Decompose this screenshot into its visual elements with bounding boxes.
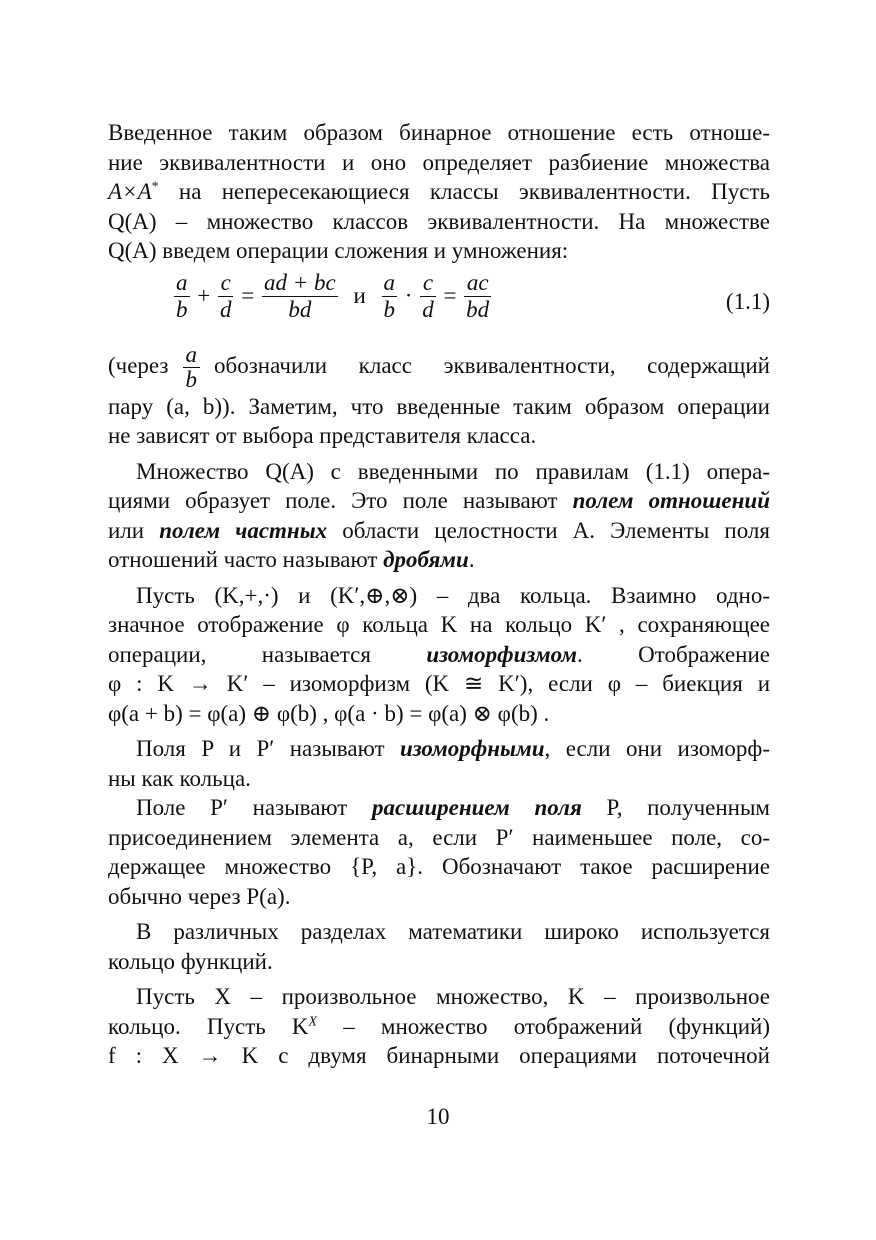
text-line: кольцо функций. (108, 948, 273, 974)
text-line: Поля P и P′ называют изоморфными, если они изоморф- (136, 736, 770, 762)
text-line: Множество Q(A) с введенными по правилам (1.1) опера- (136, 458, 770, 484)
text-line: Q(A) – множество классов эквивалентности. На множестве (108, 208, 770, 234)
equation-1-1: $\frac{a}{b}$ + $\frac{c}{d}$ = $\frac{ad + bc}{bd}$ и $\frac{a}{b}$ · $\frac{c}{d}$ = $\frac{ac}{bd}$ (1.1) (176, 269, 770, 322)
text-line: Пусть X – произвольное множество, K – произвольное (136, 984, 770, 1010)
text-line: ны как кольца. (108, 765, 251, 791)
page-number: 10 (426, 1104, 450, 1129)
text-line: или полем частных области целостности A. Элементы поля (108, 517, 770, 543)
text-line: Поле P′ называют расширением поля P, полученным (136, 795, 770, 821)
term: дробями (383, 547, 469, 573)
text-line: кольцо. Пусть $K^X$ – множество отображений (функций) (108, 1013, 770, 1039)
text-line: держащее множество {P, a}. Обозначают такое расширение (108, 854, 770, 880)
text-line: циями образует поле. Это поле называют полем отношений (108, 488, 770, 514)
text-line: ние эквивалентности и оно определяет разбиение множества (108, 149, 770, 175)
text-line: Введенное таким образом бинарное отношение есть отноше- (108, 120, 770, 145)
text-line: Пусть (K,+,·) и (K′,⊕,⊗) – два кольца. Взаимно одно- (136, 582, 770, 608)
text-line: В различных разделах математики широко используется (136, 919, 770, 945)
term: изоморфизмом (426, 641, 577, 667)
text-line: Q(A) введем операции сложения и умножения: (108, 238, 569, 263)
text-line: отношений часто называют дробями. (108, 547, 475, 573)
term: полем отношений (572, 488, 770, 514)
text-line: операции, называется изоморфизмом. Отображение (108, 641, 770, 667)
text-line: (через $\frac{a}{b}$ обозначили класс эквивалентности, содержащий (108, 341, 770, 392)
text-line: пару (a, b)). Заметим, что введенные таким образом операции (108, 393, 770, 419)
term: полем частных (159, 517, 328, 543)
text-line: φ(a + b) = φ(a) ⊕ φ(b) , φ(a · b) = φ(a) ⊗ φ(b) . (108, 700, 550, 726)
equation-number: (1.1) (725, 288, 770, 314)
text-line: φ : K → K′ – изоморфизм (K ≅ K′), если φ – биекция и (108, 671, 770, 697)
term: изоморфными (399, 736, 545, 762)
text-line: обычно через P(a). (108, 883, 291, 909)
page-body (108, 118, 770, 1071)
text-line: значное отображение φ кольца K на кольцо K′ , сохраняющее (108, 612, 770, 638)
text-line: f : X → K с двумя бинарными операциями поточечной (108, 1043, 770, 1069)
text-line: не зависят от выбора представителя класса. (108, 423, 537, 449)
text-line: A×A* на непересекающиеся классы эквивалентности. Пусть (108, 179, 770, 204)
text-line: присоединением элемента a, если P′ наименьшее поле, со- (108, 824, 770, 850)
term: расширением поля (371, 795, 582, 821)
